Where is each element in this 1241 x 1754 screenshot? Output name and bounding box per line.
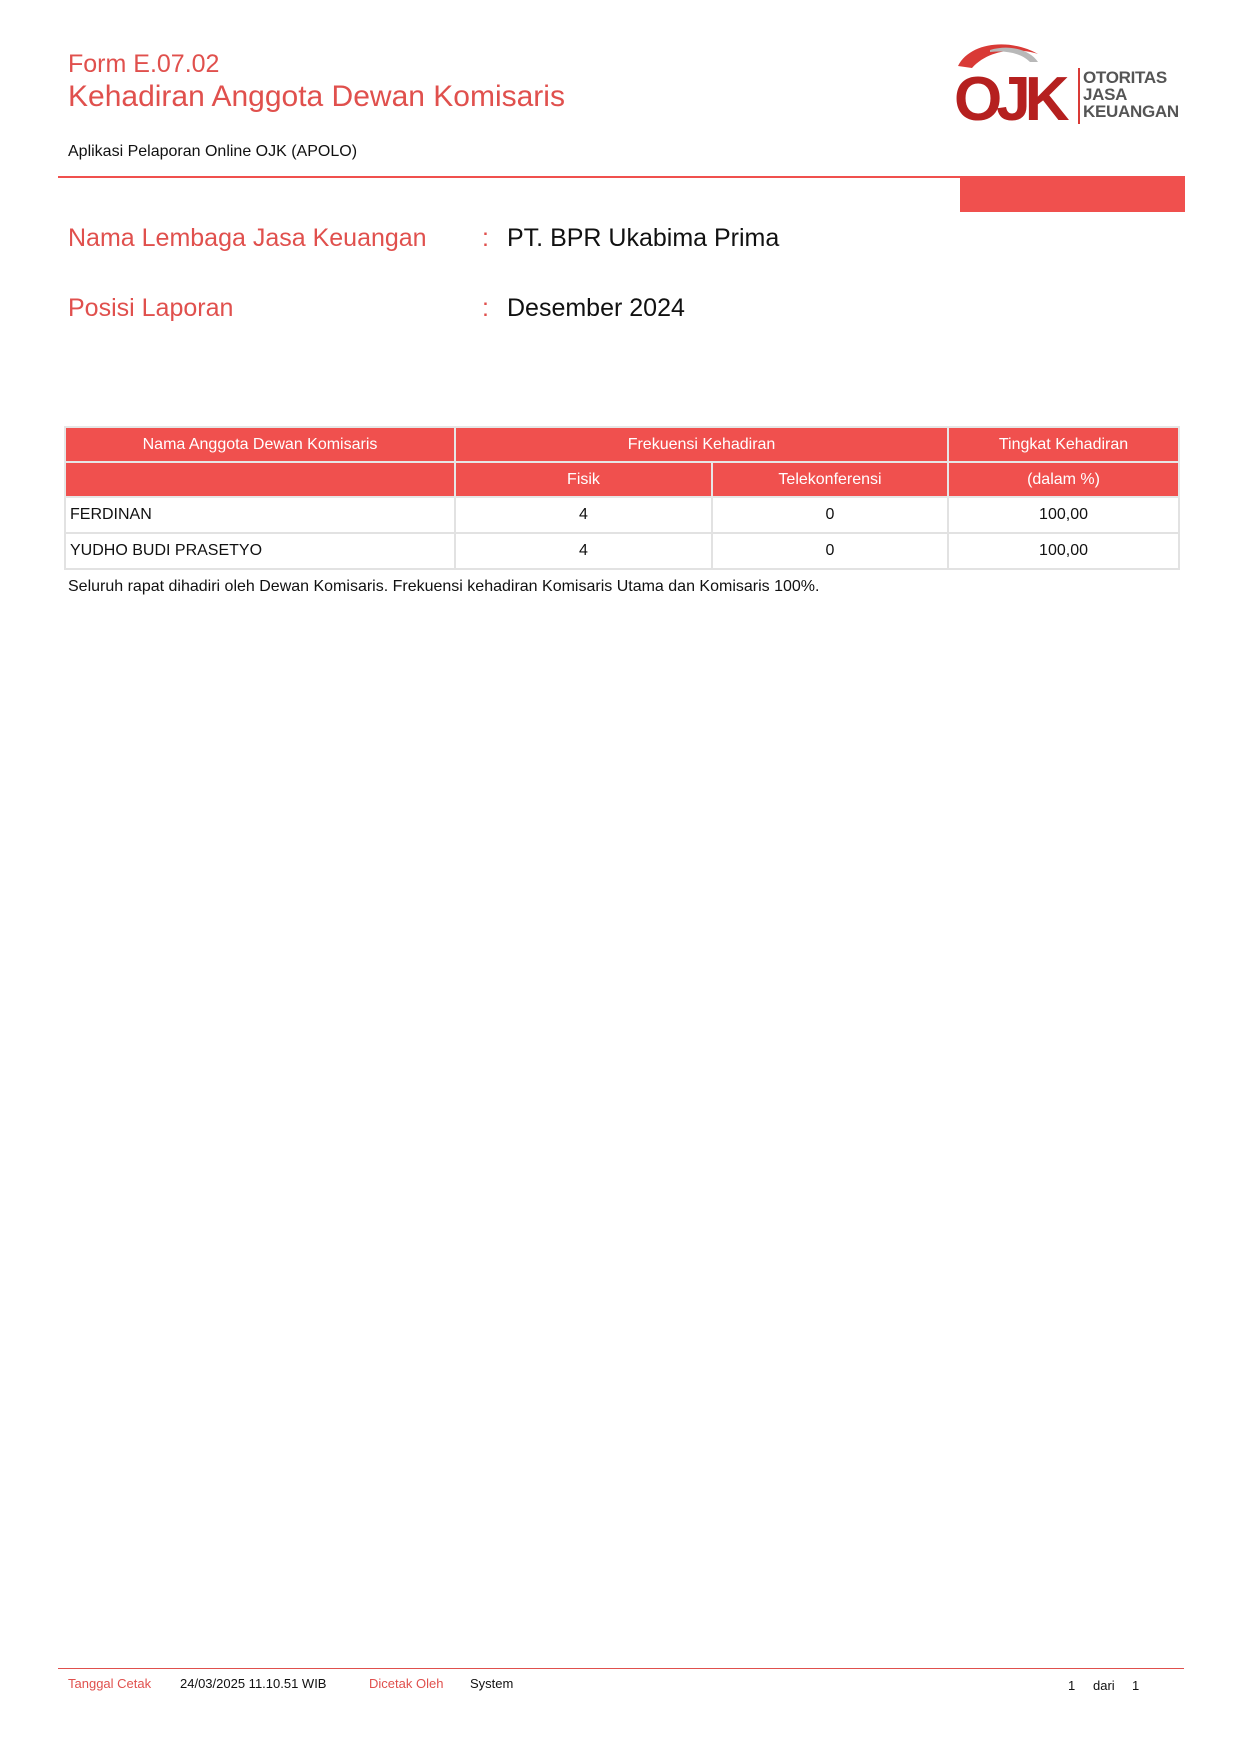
logo-divider (1078, 68, 1080, 124)
form-code: Form E.07.02 (68, 50, 220, 78)
header-frequency: Frekuensi Kehadiran (455, 427, 948, 462)
member-name: FERDINAN (65, 497, 455, 533)
header-name: Nama Anggota Dewan Komisaris (65, 427, 455, 462)
member-name: YUDHO BUDI PRASETYO (65, 533, 455, 569)
physical-count: 4 (455, 497, 712, 533)
period-value: Desember 2024 (507, 294, 685, 322)
header-teleconf: Telekonferensi (712, 462, 948, 497)
ojk-logo-mark-icon (950, 38, 1085, 128)
period-colon: : (482, 294, 489, 322)
ojk-logo (950, 38, 1185, 128)
page-current: 1 (1068, 1678, 1076, 1693)
institution-label: Nama Lembaga Jasa Keuangan (68, 224, 427, 252)
table-row (65, 533, 1179, 569)
footer-divider (58, 1668, 1184, 1669)
teleconf-count: 0 (712, 497, 948, 533)
period-label: Posisi Laporan (68, 294, 234, 322)
attendance-note: Seluruh rapat dihadiri oleh Dewan Komisaris. Frekuensi kehadiran Komisaris Utama dan Komisaris 100%. (68, 578, 820, 595)
print-date-value: 24/03/2025 11.10.51 WIB (180, 1676, 327, 1691)
table-subheader-row (65, 462, 1179, 497)
header-accent-block (960, 176, 1185, 212)
printed-by-label: Dicetak Oleh (369, 1676, 444, 1691)
institution-colon: : (482, 224, 489, 252)
logo-line: JASA (1083, 85, 1128, 104)
teleconf-count: 0 (712, 533, 948, 569)
logo-line: KEUANGAN (1083, 102, 1179, 121)
logo-text (1083, 69, 1179, 120)
printed-by-value: System (470, 1676, 514, 1691)
table-header-row (65, 427, 1179, 462)
page-total: 1 (1132, 1678, 1140, 1693)
header-rate: Tingkat Kehadiran (948, 427, 1179, 462)
table-row (65, 497, 1179, 533)
attendance-rate: 100,00 (948, 533, 1179, 569)
logo-line: OTORITAS (1083, 68, 1167, 87)
header-rate-unit: (dalam %) (948, 462, 1179, 497)
page-title: Kehadiran Anggota Dewan Komisaris (68, 80, 565, 113)
attendance-table (64, 426, 1180, 570)
print-date-label: Tanggal Cetak (68, 1676, 152, 1691)
physical-count: 4 (455, 533, 712, 569)
attendance-rate: 100,00 (948, 497, 1179, 533)
app-name: Aplikasi Pelaporan Online OJK (APOLO) (68, 143, 358, 160)
header-name-blank (65, 462, 455, 497)
page-separator: dari (1093, 1678, 1115, 1693)
header-physical: Fisik (455, 462, 712, 497)
institution-value: PT. BPR Ukabima Prima (507, 224, 780, 252)
svg-text:OJK: OJK (954, 65, 1064, 128)
